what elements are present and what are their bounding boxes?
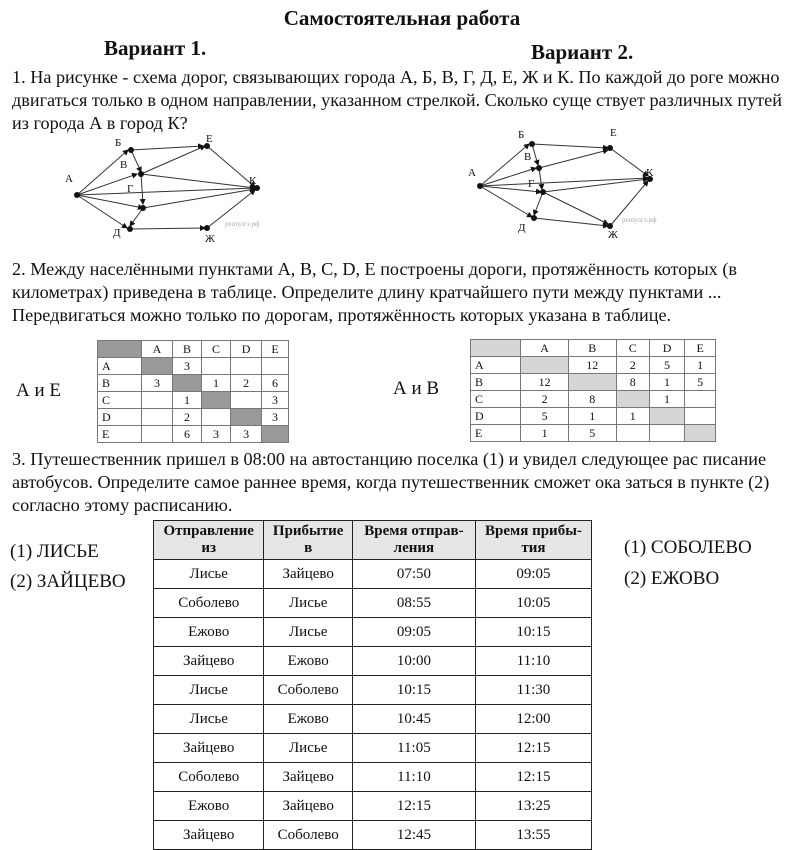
table-cell	[649, 425, 685, 442]
watermark: решуогэ.рф	[225, 220, 260, 228]
table-cell: 3	[262, 392, 289, 409]
table-cell	[231, 409, 262, 426]
node-label-a: А	[468, 167, 476, 179]
schedule-cell: 10:15	[475, 618, 591, 647]
table-cell: 5	[685, 374, 716, 391]
schedule-cell: 07:50	[352, 560, 475, 589]
table-cell	[202, 358, 231, 375]
table-cell	[202, 392, 231, 409]
table-cell	[685, 408, 716, 425]
table-cell	[141, 409, 172, 426]
schedule-header-cell	[352, 521, 475, 560]
table-row	[471, 374, 716, 391]
node-label-g: Г	[127, 183, 134, 195]
variant-2-heading: Вариант 2.	[531, 40, 634, 64]
schedule-row	[154, 734, 592, 763]
table-cell	[616, 425, 649, 442]
task-2-text: 2. Между населёнными пунктами A, B, C, D, E построены дороги, протяжённость которых (в километрах) приведена в таблице. Определите длину кратчайшего пути между пунктами ... Передвигаться можно только по дорогам, протяжённость которых указана в таблице.	[12, 259, 737, 325]
schedule-row	[154, 705, 592, 734]
node-label-v: В	[524, 151, 532, 163]
node-label-k: К	[249, 175, 257, 187]
table-cell: D	[471, 408, 521, 425]
schedule-cell: 12:15	[475, 734, 591, 763]
table-cell: E	[471, 425, 521, 442]
watermark: решуогэ.рф	[622, 216, 657, 224]
node-label-k: К	[646, 167, 654, 179]
schedule-cell: 10:00	[352, 647, 475, 676]
schedule-row	[154, 560, 592, 589]
graph-2-edges	[480, 144, 648, 226]
schedule-cell: 10:45	[352, 705, 475, 734]
schedule-cell: Лисье	[264, 618, 353, 647]
schedule-header-line: Время прибы-	[484, 523, 582, 539]
table-cell	[685, 391, 716, 408]
schedule-row	[154, 821, 592, 850]
table-cell	[231, 392, 262, 409]
table-cell: 1	[685, 357, 716, 374]
table-cell	[568, 374, 616, 391]
node-label-a: А	[65, 173, 73, 185]
v2-to-label: (2) ЕЖОВО	[624, 568, 720, 589]
schedule-row	[154, 647, 592, 676]
table-cell: 1	[568, 408, 616, 425]
schedule-header-cell	[264, 521, 353, 560]
table-cell: 8	[568, 391, 616, 408]
v2-pair-label: А и В	[393, 378, 440, 399]
node-label-e: Е	[610, 127, 617, 139]
table-cell: 5	[568, 425, 616, 442]
table-cell: 1	[616, 408, 649, 425]
table-cell: B	[173, 341, 202, 358]
schedule-cell: 11:10	[352, 763, 475, 792]
table-cell: A	[141, 341, 172, 358]
table-cell: 5	[521, 408, 569, 425]
schedule-cell: Лисье	[264, 734, 353, 763]
schedule-cell: Ежово	[264, 705, 353, 734]
road-graph-variant-2	[462, 124, 677, 239]
table-cell	[141, 426, 172, 443]
schedule-row	[154, 763, 592, 792]
table-header-row	[98, 341, 289, 358]
table-cell: B	[471, 374, 521, 391]
table-cell	[685, 425, 716, 442]
table-row	[98, 375, 289, 392]
schedule-cell: 12:15	[475, 763, 591, 792]
schedule-cell: Соболево	[154, 763, 264, 792]
table-cell: 1	[173, 392, 202, 409]
schedule-cell: 11:30	[475, 676, 591, 705]
table-cell	[616, 391, 649, 408]
table-row	[98, 358, 289, 375]
schedule-cell: 12:45	[352, 821, 475, 850]
table-cell: E	[98, 426, 142, 443]
variant-1-heading: Вариант 1.	[104, 36, 207, 60]
schedule-cell: Ежово	[264, 647, 353, 676]
table-cell: C	[202, 341, 231, 358]
node-label-zh: Ж	[205, 233, 215, 245]
node-label-e: Е	[206, 133, 213, 145]
table-header-row	[471, 340, 716, 357]
table-cell: E	[262, 341, 289, 358]
table-row	[98, 409, 289, 426]
table-cell: C	[471, 391, 521, 408]
table-cell	[262, 426, 289, 443]
table-cell: 3	[173, 358, 202, 375]
distance-table-variant-2	[470, 339, 716, 442]
table-row	[471, 357, 716, 374]
distance-table-variant-1	[97, 340, 289, 443]
schedule-cell: Зайцево	[154, 647, 264, 676]
table-cell	[98, 341, 142, 358]
v1-to-label: (2) ЗАЙЦЕВО	[10, 571, 126, 592]
schedule-header-cell	[154, 521, 264, 560]
schedule-cell: Ежово	[154, 618, 264, 647]
graph-1-nodes	[74, 143, 260, 232]
bus-schedule-table	[153, 520, 592, 850]
table-cell: 5	[649, 357, 685, 374]
table-cell	[231, 358, 262, 375]
table-cell	[649, 408, 685, 425]
schedule-header-line: тия	[521, 540, 546, 556]
v1-pair-label: А и Е	[16, 380, 61, 401]
schedule-cell: Зайцево	[154, 821, 264, 850]
schedule-cell: 08:55	[352, 589, 475, 618]
table-cell: 3	[141, 375, 172, 392]
node-label-g: Г	[528, 178, 535, 190]
table-cell: 6	[173, 426, 202, 443]
table-cell: B	[98, 375, 142, 392]
table-cell: A	[521, 340, 569, 357]
schedule-cell: Зайцево	[154, 734, 264, 763]
schedule-header-row	[154, 521, 592, 560]
schedule-cell: 10:05	[475, 589, 591, 618]
table-cell	[173, 375, 202, 392]
schedule-cell: Ежово	[154, 792, 264, 821]
table-cell: D	[649, 340, 685, 357]
table-cell: 1	[649, 391, 685, 408]
graph-1-edges	[77, 146, 255, 229]
schedule-cell: 13:55	[475, 821, 591, 850]
schedule-cell: Зайцево	[264, 792, 353, 821]
schedule-cell: Зайцево	[264, 560, 353, 589]
schedule-cell: Соболево	[264, 676, 353, 705]
table-row	[471, 425, 716, 442]
table-cell: 12	[568, 357, 616, 374]
schedule-cell: 12:00	[475, 705, 591, 734]
task-3-text: 3. Путешественник пришел в 08:00 на автостанцию поселка (1) и увидел следующее рас писание автобусов. Определите самое раннее время, когда путешественник сможет ока заться в пункте (2) согласно этому расписанию.	[12, 449, 770, 515]
schedule-header-line: в	[304, 540, 313, 556]
schedule-row	[154, 589, 592, 618]
page-title: Самостоятельная работа	[283, 6, 521, 30]
schedule-cell: 09:05	[475, 560, 591, 589]
table-cell: 1	[649, 374, 685, 391]
v2-from-label: (1) СОБОЛЕВО	[624, 537, 752, 558]
node-label-d: Д	[518, 222, 526, 234]
schedule-header-cell	[475, 521, 591, 560]
schedule-row	[154, 676, 592, 705]
table-cell: 1	[202, 375, 231, 392]
table-row	[471, 391, 716, 408]
node-label-b: Б	[518, 129, 525, 141]
schedule-cell: Лисье	[154, 705, 264, 734]
node-label-b: Б	[115, 137, 122, 149]
schedule-header-line: Прибытие	[272, 523, 344, 539]
v1-from-label: (1) ЛИСЬЕ	[10, 541, 99, 562]
schedule-cell: 12:15	[352, 792, 475, 821]
schedule-header-line: ления	[393, 540, 435, 556]
table-cell: D	[98, 409, 142, 426]
table-cell: B	[568, 340, 616, 357]
table-cell	[521, 357, 569, 374]
table-cell: 12	[521, 374, 569, 391]
task-1-text: 1. На рисунке - схема дорог, связывающих города А, Б, В, Г, Д, Е, Ж и К. По каждой до роге можно двигаться только в одном направлении, указанном стрелкой. Сколько суще ствует различных путей из города А в город К?	[12, 67, 782, 133]
table-cell: 2	[231, 375, 262, 392]
schedule-row	[154, 792, 592, 821]
table-cell	[202, 409, 231, 426]
table-cell	[262, 358, 289, 375]
node-label-d: Д	[113, 227, 121, 239]
schedule-cell: Соболево	[264, 821, 353, 850]
table-cell: E	[685, 340, 716, 357]
table-cell: D	[231, 341, 262, 358]
node-label-v: В	[120, 159, 128, 171]
table-cell: 3	[202, 426, 231, 443]
schedule-cell: 11:10	[475, 647, 591, 676]
schedule-cell: 11:05	[352, 734, 475, 763]
table-cell: 2	[521, 391, 569, 408]
road-graph-variant-1	[55, 132, 285, 247]
table-cell: A	[471, 357, 521, 374]
table-cell	[141, 392, 172, 409]
schedule-cell: 10:15	[352, 676, 475, 705]
table-cell: C	[616, 340, 649, 357]
table-cell: 6	[262, 375, 289, 392]
table-cell: A	[98, 358, 142, 375]
schedule-header-line: Время отправ-	[364, 523, 464, 539]
schedule-cell: Лисье	[154, 676, 264, 705]
table-cell	[471, 340, 521, 357]
table-cell: 2	[616, 357, 649, 374]
table-row	[98, 426, 289, 443]
table-cell: C	[98, 392, 142, 409]
schedule-cell: Лисье	[154, 560, 264, 589]
table-cell: 3	[231, 426, 262, 443]
schedule-cell: Зайцево	[264, 763, 353, 792]
table-row	[471, 408, 716, 425]
schedule-cell: Лисье	[264, 589, 353, 618]
table-cell: 8	[616, 374, 649, 391]
table-cell	[141, 358, 172, 375]
table-cell: 1	[521, 425, 569, 442]
schedule-cell: 09:05	[352, 618, 475, 647]
node-label-zh: Ж	[608, 229, 618, 239]
schedule-header-line: из	[201, 540, 217, 556]
schedule-row	[154, 618, 592, 647]
schedule-cell: Соболево	[154, 589, 264, 618]
table-cell: 3	[262, 409, 289, 426]
table-row	[98, 392, 289, 409]
table-cell: 2	[173, 409, 202, 426]
schedule-header-line: Отправление	[163, 523, 254, 539]
schedule-cell: 13:25	[475, 792, 591, 821]
